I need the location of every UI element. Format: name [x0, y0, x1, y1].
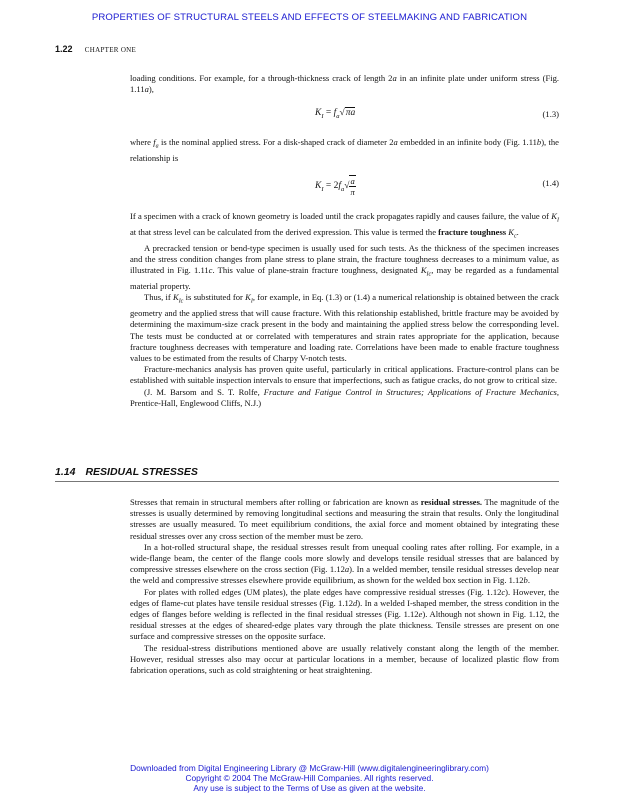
footer-terms-link[interactable]: Any use is subject to the Terms of Use as given at the website.	[193, 783, 426, 793]
running-header: PROPERTIES OF STRUCTURAL STEELS AND EFFECTS OF STEELMAKING AND FABRICATION	[91, 12, 528, 23]
section-number: 1.14	[55, 466, 76, 478]
equation-number: (1.3)	[542, 109, 559, 119]
equation-1-3: $K_I = f_a√\pi a$ (1.3)	[315, 108, 559, 120]
footer-copyright: Copyright © 2004 The McGraw-Hill Companies. All rights reserved.	[185, 773, 434, 783]
paragraph-intro: loading conditions. For example, for a through-thickness crack of length 2a in an infinite plate under uniform stress (Fig. 1.11a),	[130, 73, 559, 95]
equation-number: (1.4)	[542, 178, 559, 188]
page-number: 1.22	[55, 44, 73, 54]
section-title: RESIDUAL STRESSES	[85, 466, 198, 478]
footer-download-link[interactable]: Downloaded from Digital Engineering Library @ McGraw-Hill (www.digitalengineeringlibrary.com)	[130, 763, 489, 773]
section-text-residual: Stresses that remain in structural members after rolling or fabrication are known as residual stresses. The magnitude of the stresses is usually determined by removing longitudinal sections and measuring the strain that results. Only the longitudinal stresses are usually measured. To meet equilibrium conditions, the axial force and moment obtained by integrating these residual stresses over any cross section of the member must be zero. In a hot-rolled structural shape, the residual stresses result from unequal cooling rates after rolling. For example, in a wide-flange beam, the center of the flange cools more slowly and develops tensile residual stresses that are balanced by compressive stresses elsewhere on the cross section (Fig. 1.12a). In a welded member, tensile residual stresses develop near the weld and compressive stresses elsewhere provide equilibrium, as shown for the welded box section in Fig. 1.12b. For plates with rolled edges (UM plates), the plate edges have compressive residual stresses (Fig. 1.12c). However, the edges of flame-cut plates have tensile residual stresses (Fig. 1.12d). In a welded I-shaped member, the stress condition in the edges of flanges before welding is reflected in the final residual stresses (Fig. 1.12e). Although not shown in Fig. 1.12, the residual stresses at the edges of sheared-edge plates vary through the plate thickness. Tensile stresses are present on one surface and compressive stresses on the opposite surface. The residual-stress distributions mentioned above are usually relatively constant along the length of the member. However, residual stresses also may occur at particular locations in a member, because of localized plastic flow from fabrication operations, such as cold straightening or heat straightening.	[130, 497, 559, 676]
paragraph-disk-crack: where $f_a$ is the nominal applied stress. For a disk-shaped crack of diameter 2a embedded in an infinite body (Fig. 1.11b), the relationship is	[130, 137, 559, 163]
equation-1-4: $K_I = 2f_a√$ $\frac{a}{\pi}$ (1.4)	[315, 176, 559, 197]
chapter-label: CHAPTER ONE	[84, 46, 137, 54]
section-text-fracture: If a specimen with a crack of known geometry is loaded until the crack propagates rapidly and causes failure, the value of $K_I$ at that stress level can be calculated from the derived expression. This value is termed the fracture toughness $K_c$. A precracked tension or bend-type specimen is usually used for such tests. As the thickness of the specimen increases and the stress condition changes from plane stress to plane strain, the fracture toughness decreases to a minimum value, as illustrated in Fig. 1.11c. This value of plane-strain fracture toughness, designated $K_{Ic}$, may be regarded as a fundamental material property. Thus, if $K_{Ic}$ is substituted for $K_I$, for example, in Eq. (1.3) or (1.4) a numerical relationship is obtained between the crack geometry and the applied stress that will cause fracture. With this relationship established, brittle fracture may be avoided by determining the maximum-size crack present in the body and maintaining the applied stress below the corresponding level. The tests must be conducted at or correlated with temperatures and strain rates appropriate for the application, because fracture toughness decreases with temperature and loading rate. Correlations have been made to enable fracture toughness values to be estimated from the results of Charpy V-notch tests. Fracture-mechanics analysis has proven quite useful, particularly in critical applications. Fracture-control plans can be established with suitable inspection intervals to ensure that imperfections, such as fatigue cracks, do not grow to critical size. (J. M. Barsom and S. T. Rolfe, Fracture and Fatigue Control in Structures; Applications of Fracture Mechanics, Prentice-Hall, Englewood Cliffs, N.J.)	[130, 211, 560, 408]
page-header	[55, 44, 136, 54]
download-footer	[0, 763, 619, 793]
section-heading	[55, 466, 559, 482]
